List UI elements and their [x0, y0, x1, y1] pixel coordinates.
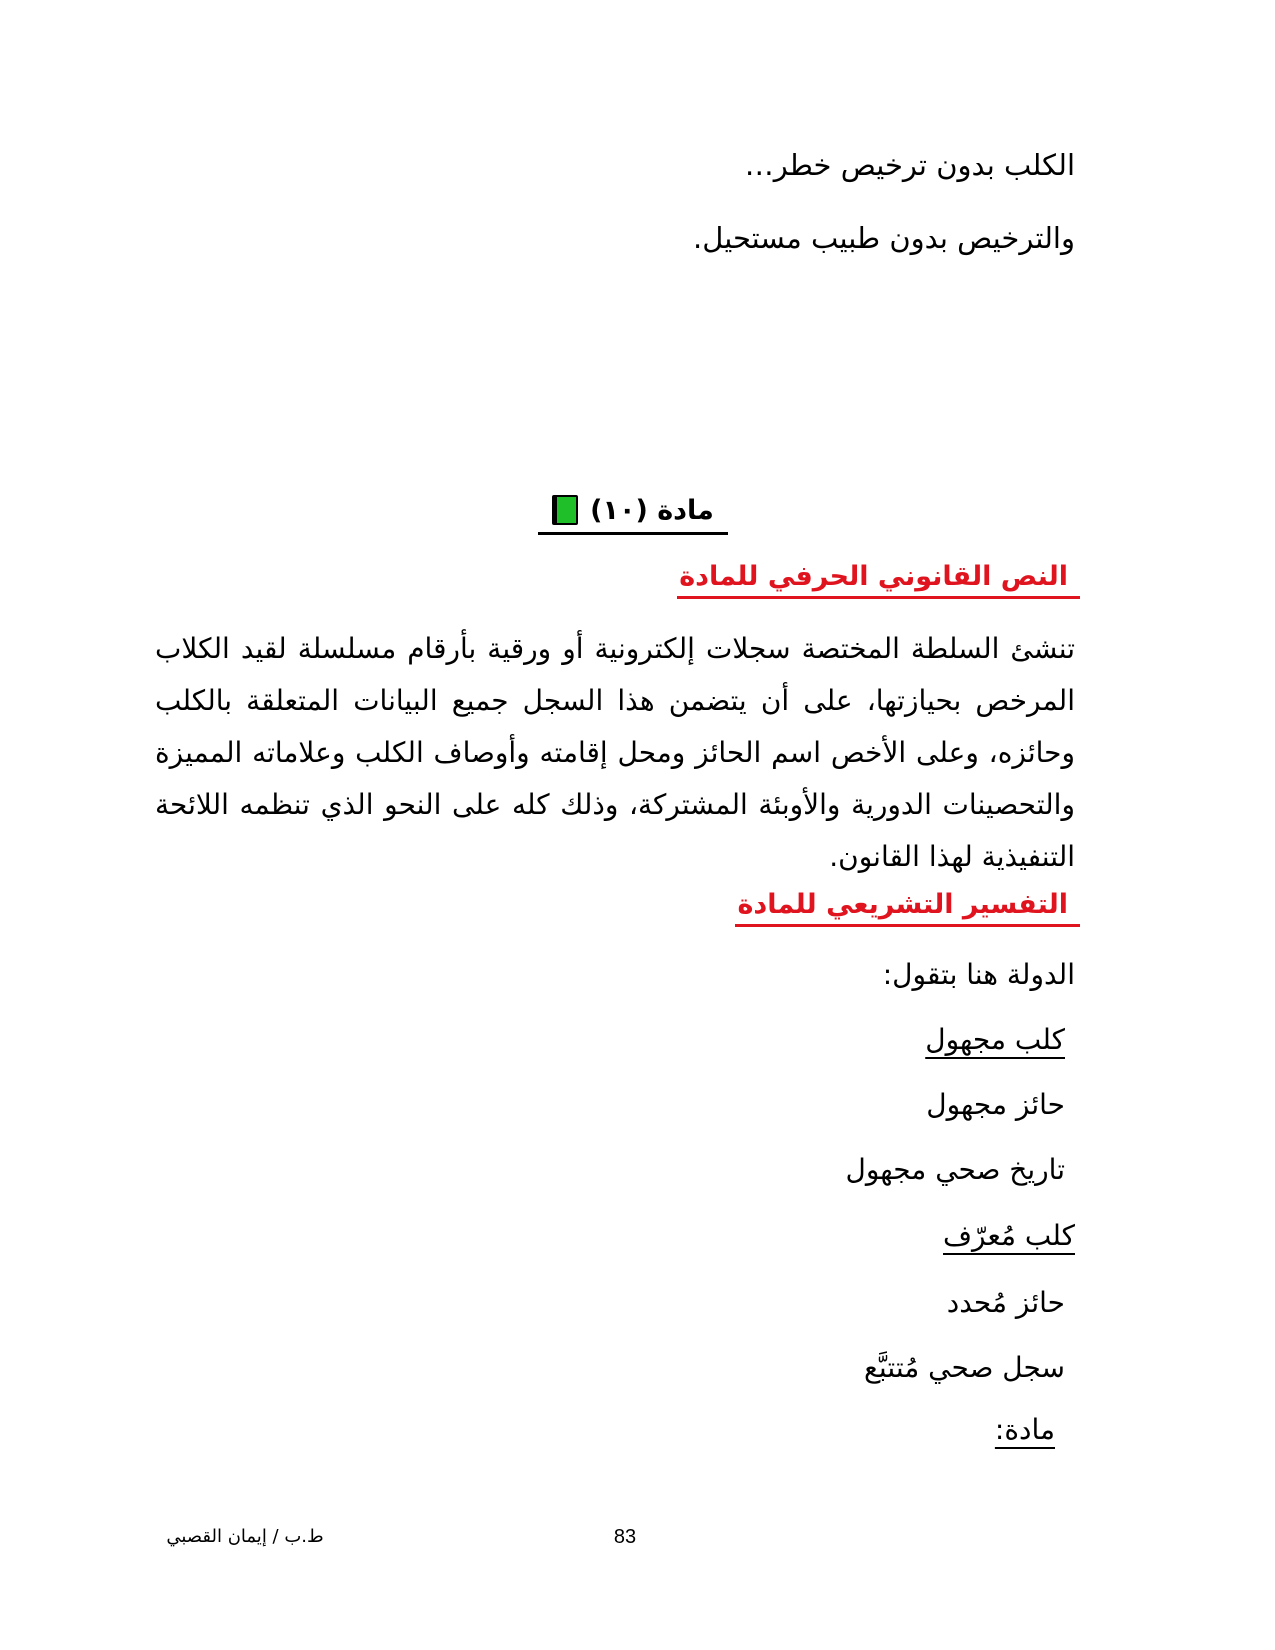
list-item	[465, 1283, 1065, 1323]
list-item-label: سجل صحي مُتتبَّع	[864, 1351, 1065, 1384]
list-item	[475, 1216, 1075, 1256]
interpretation-intro: الدولة هنا بتقول:	[882, 958, 1075, 991]
article-heading	[538, 488, 728, 535]
list-item-label: كلب مُعرّف	[943, 1219, 1075, 1252]
footer-author: ط.ب / إيمان القصبي	[166, 1526, 324, 1547]
list-item	[465, 1020, 1065, 1060]
list-item-label: تاريخ صحي مجهول	[845, 1153, 1065, 1186]
list-item	[465, 1150, 1065, 1190]
article-title: مادة (١٠)	[590, 494, 714, 526]
book-icon	[552, 495, 578, 525]
list-item	[455, 1410, 1055, 1450]
intro-line-2: والترخيص بدون طبيب مستحيل.	[693, 221, 1075, 255]
intro-line-1: الكلب بدون ترخيص خطر…	[744, 148, 1075, 182]
list-item	[465, 1085, 1065, 1125]
list-item-label: كلب مجهول	[925, 1023, 1065, 1056]
page-number: 83	[613, 1526, 637, 1548]
list-item-label: حائز مُحدد	[946, 1286, 1065, 1319]
list-item-label: حائز مجهول	[926, 1088, 1065, 1121]
interpretation-title: التفسير التشريعي للمادة	[735, 886, 1080, 927]
legal-text-title: النص القانوني الحرفي للمادة	[677, 558, 1080, 599]
list-item-label: مادة:	[994, 1413, 1055, 1446]
legal-text-body: تنشئ السلطة المختصة سجلات إلكترونية أو ورقية بأرقام مسلسلة لقيد الكلاب المرخص بحيازتها، على أن يتضمن هذا السجل جميع البيانات المتعلقة بالكلب وحائزه، وعلى الأخص اسم الحائز ومحل إقامته وأوصاف الكلب وعلاماته المميزة والتحصينات الدورية والأوبئة المشتركة، وذلك كله على النحو الذي تنظمه اللائحة التنفيذية لهذا القانون.	[155, 632, 1075, 873]
list-item	[465, 1348, 1065, 1388]
